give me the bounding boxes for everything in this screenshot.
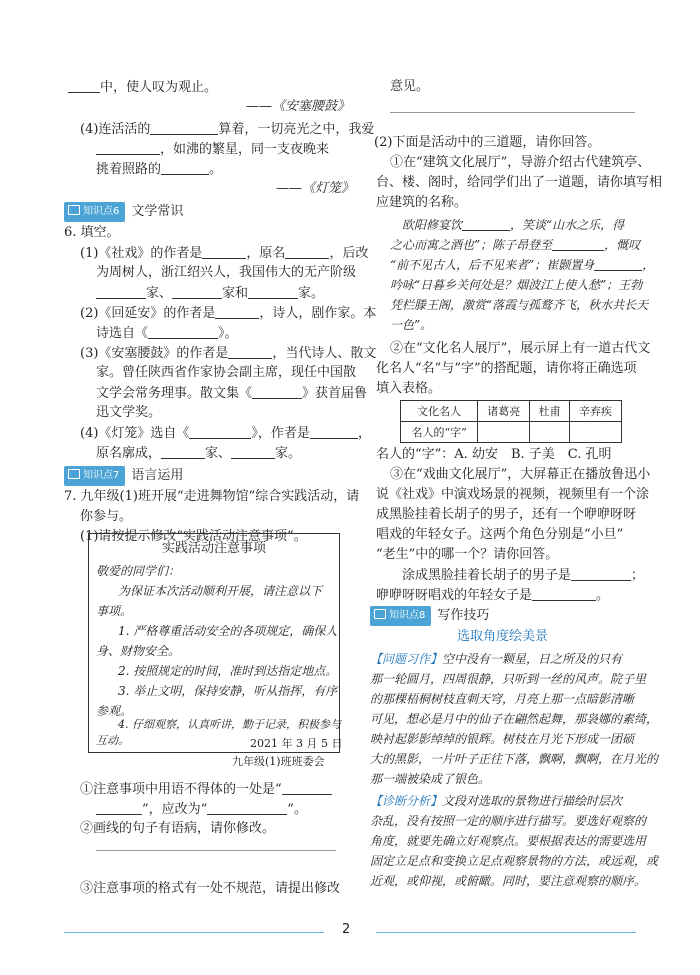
passage-line: 凭栏滕王阁，激赏“落霞与孤鹜齐飞，秋水共长天	[390, 298, 649, 312]
passage-line: 之心而寓之酒也”；陈子昂登至 ，慨叹	[390, 238, 641, 252]
name-style-table	[400, 400, 622, 443]
text-line: 名人的“字”：A. 幼安 B. 子美 C. 孔明	[376, 447, 612, 462]
table-cell[interactable]	[569, 422, 621, 443]
text-line: 成黑脸挂着长胡子的男子，还有一个咿咿呀呀	[376, 507, 637, 522]
text-line: 咿咿呀呀唱戏的年轻女子是 。	[376, 588, 610, 603]
table-cell[interactable]	[478, 422, 530, 443]
page-number: 2	[342, 922, 351, 937]
book-icon	[374, 609, 386, 619]
text-line: (1)请按提示修改“实践活动注意事项”。	[80, 529, 307, 544]
table-header: 诸葛亮	[478, 401, 530, 422]
passage-line: 映衬起影影绰绰的银辉。树枝在月光下形成一团硕	[370, 732, 635, 746]
text-line: 文学会常务理事。散文集《 》获首届鲁	[96, 386, 368, 401]
section-heading: 选取角度绘美景	[456, 629, 548, 644]
passage-line: 那一轮圆月，四周很静，只听到一丝的风声。院子里	[370, 672, 647, 686]
text-line: 化名人“名”与“字”的搭配题，请你将正确选项	[376, 361, 637, 376]
text-line: 唱戏的年轻女子。这两个角色分别是“小旦”	[376, 527, 624, 542]
text-line: ②画线的句子有语病，请你修改。	[80, 821, 276, 836]
knowledge-badge: 知识点8	[370, 606, 431, 626]
passage-line: 欧阳修宴饮 ，笑谈“山水之乐，得	[402, 218, 625, 232]
text-line: ③注意事项的格式有一处不规范，请提出修改	[80, 881, 341, 896]
text-line: (4)《灯笼》选自《 》，作者是 ，	[80, 426, 371, 441]
text-line: 填入表格。	[376, 381, 442, 396]
text-line: 意见。	[390, 79, 430, 94]
text-line: ①在“建筑文化展厅”，导游介绍古代建筑亭、	[390, 155, 651, 170]
notice-item: 身、财物安全。	[96, 644, 181, 658]
passage-line: 吟咏“日暮乡关何处是？烟波江上使人愁”；王勃	[390, 278, 643, 292]
tag-label: 【问题习作】	[370, 652, 443, 666]
notice-text: 为保证本次活动顺利开展，请注意以下	[118, 584, 323, 598]
notice-signature: 九年级(1)班班委会	[232, 755, 325, 768]
text-line: 迅文学奖。	[96, 405, 162, 420]
passage-line: 【诊断分析】文段对选取的景物进行描绘时层次	[370, 794, 623, 808]
notice-item: 参观。	[96, 704, 133, 718]
table-cell[interactable]	[530, 422, 570, 443]
notice-title: 实践活动注意事项	[161, 541, 266, 556]
text-line: 应建筑的名称。	[376, 195, 468, 210]
footer-divider	[64, 932, 324, 933]
notice-text: 事项。	[96, 604, 133, 618]
text-line: ②在“文化名人展厅”，展示屏上有一道古代文	[390, 341, 651, 356]
table-header: 文化名人	[401, 401, 478, 422]
text-line: 家、 家和 家。	[96, 284, 324, 303]
text-line: 中，使人叹为观止。	[68, 78, 217, 97]
text-line: 为周树人，浙江绍兴人，我国伟大的无产阶级	[96, 265, 357, 280]
text-line: 涂成黑脸挂着长胡子的男子是 ；	[402, 568, 645, 583]
knowledge-point-header: 知识点7 语言运用	[64, 466, 183, 486]
text-line: ”，应改为“ ”。	[96, 800, 307, 819]
question-7: 7. 九年级(1)班开展“走进舞物馆”综合实践活动，请	[64, 489, 360, 504]
passage-line: 【问题习作】空中没有一颗星，日之所及的只有	[370, 652, 623, 666]
passage-line: 角度，就要先确立好观察点。要根据表达的需要选用	[370, 834, 647, 848]
book-icon	[68, 469, 80, 479]
knowledge-point-header: 知识点6 文学常识	[64, 202, 183, 222]
passage-line: 大的黑影，一片叶子正往下落，飘啊，飘啊，在月光的	[370, 752, 659, 766]
source-citation: ——《安塞腰鼓》	[246, 99, 351, 114]
text-line: ，如沸的繁星，同一支夜晚来	[96, 140, 329, 159]
text-line: “老生”中的哪一个？请你回答。	[376, 547, 559, 562]
text-line: (2)《回延安》的作者是 ，诗人，剧作家。本	[80, 306, 377, 321]
table-header: 辛弃疾	[569, 401, 621, 422]
notice-item: 3. 举止文明，保持安静，听从指挥，有序	[118, 684, 338, 698]
question-6: 6. 填空。	[64, 225, 120, 240]
passage-line: 的那棵梧桐树枝直刺天穹，月亮上那一点暗影清晰	[370, 692, 635, 706]
passage-line: 固定立足点和变换立足点观察景物的方法，或远观，或	[370, 854, 659, 868]
text-line: 你参与。	[80, 509, 133, 524]
book-icon	[68, 205, 80, 215]
passage-line: “前不见古人，后不见来者”；崔颢置身 ，	[390, 258, 655, 272]
text-line: 诗选自《 》。	[96, 326, 238, 341]
text-line: 台、楼、阁时，给同学们出了一道题，请你填写相	[376, 175, 663, 190]
notice-item: 2. 按照规定的时间，准时到达指定地点。	[118, 664, 338, 678]
text-line: ①注意事项中用语不得体的一处是“	[80, 780, 332, 799]
notice-item: 1. 严格尊重活动安全的各项规定，确保人	[118, 624, 338, 638]
text-line: 挑着照路的 。	[96, 162, 223, 177]
answer-line[interactable]	[96, 850, 336, 851]
text-line: (3)《安塞腰鼓》的作者是 ，当代诗人、散文	[80, 346, 377, 361]
source-citation: ——《灯笼》	[276, 181, 355, 196]
knowledge-point-header: 知识点8 写作技巧	[370, 606, 489, 626]
table-row-label: 名人的“字”	[401, 422, 478, 443]
answer-line[interactable]	[390, 112, 635, 113]
notice-greeting: 敬爱的同学们：	[96, 564, 181, 578]
text-line: 说《社戏》中演戏场景的视频，视频里有一个涂	[376, 487, 650, 502]
passage-line: 杂乱，没有按照一定的顺序进行描写。要选好观察的	[370, 814, 647, 828]
passage-line: 近观，或仰视，或俯瞰。同时，要注意观察的顺序。	[370, 874, 647, 888]
notice-date: 2021 年 3 月 5 日	[250, 737, 343, 750]
knowledge-badge: 知识点6	[64, 202, 125, 222]
notice-item: 4. 仔细观察，认真听讲，勤于记录，积极参与	[118, 718, 341, 731]
footer-divider	[376, 932, 636, 933]
text-line: 家。曾任陕西省作家协会副主席，现任中国散	[96, 365, 357, 380]
text-line: (4)连活活的 算着，一切亮光之中，我爱	[80, 122, 375, 137]
passage-line: 那一端被染成了银色。	[370, 772, 491, 786]
text-line: (2)下面是活动中的三道题，请你回答。	[374, 135, 601, 150]
text-line: ③在“戏曲文化展厅”，大屏幕正在播放鲁迅小	[390, 467, 651, 482]
knowledge-badge: 知识点7	[64, 466, 125, 486]
table-header: 杜甫	[530, 401, 570, 422]
passage-line: 可见，想必是月中的仙子在翩然起舞，那袅娜的素绮，	[370, 712, 659, 726]
passage-line: 一色”。	[390, 318, 433, 332]
tag-label: 【诊断分析】	[370, 794, 443, 808]
text-line: (1)《社戏》的作者是 ，原名 ，后改	[80, 246, 369, 261]
text-line: 原名廓成， 家、 家。	[96, 446, 302, 461]
notice-item: 互动。	[96, 734, 129, 747]
